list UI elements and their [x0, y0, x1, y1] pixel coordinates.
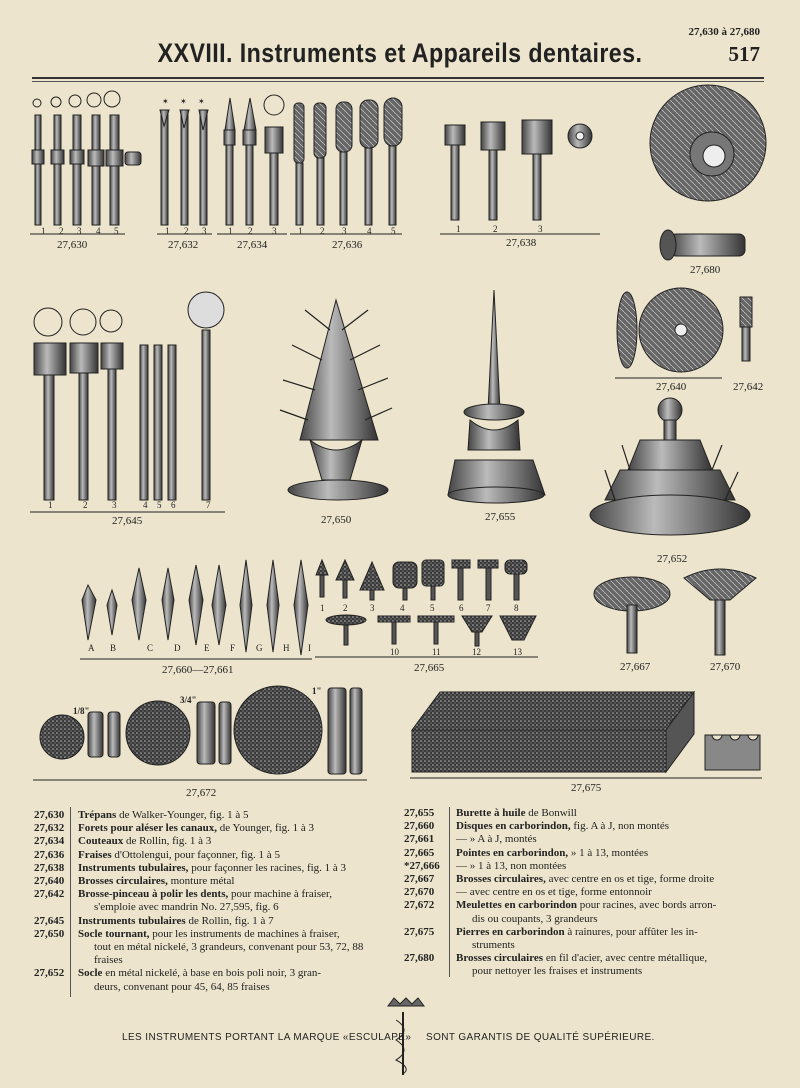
catalog-entry — [404, 807, 764, 820]
entry-description — [456, 807, 764, 820]
catalog-entry — [404, 860, 764, 873]
fig-number: 11 — [432, 647, 441, 657]
entry-description — [456, 860, 764, 873]
fig-letter: A — [88, 643, 95, 653]
fig-letter: I — [308, 643, 311, 653]
fig-number: 3 — [538, 224, 543, 234]
brushes-27640 — [617, 288, 752, 372]
fig-number: 5 — [391, 226, 396, 236]
caption-27642: 27,642 — [733, 381, 764, 393]
burs-27636 — [294, 98, 402, 225]
entry-description — [78, 967, 384, 993]
entry-product-name: Brosses circulaires, — [456, 873, 546, 886]
entry-product-name: Brosses circulaires, — [78, 875, 168, 888]
stand-27652 — [590, 398, 750, 535]
fig-number: 3 — [112, 500, 117, 510]
fig-number: 10 — [390, 647, 399, 657]
entry-detail: — » 1 à 13, non montées — [456, 859, 567, 872]
entry-product-name: Couteaux — [78, 835, 124, 848]
entry-description — [456, 847, 764, 860]
fig-number: 6 — [459, 603, 464, 613]
fig-number: 5 — [114, 226, 119, 236]
entry-detail: de Rollin, fig. 1 à 7 — [185, 914, 274, 927]
fig-number: 1 — [456, 224, 461, 234]
entry-detail: de Walker-Younger, fig. 1 à 5 — [116, 809, 249, 821]
points-27665 — [316, 560, 536, 646]
fig-letter: G — [256, 643, 263, 653]
catalog-entry — [34, 835, 384, 848]
entry-code: 27,640 — [34, 875, 65, 888]
fig-number: 2 — [248, 226, 253, 236]
caption-27632: 27,632 — [168, 239, 199, 251]
entry-product-name: Burette à huile — [456, 807, 526, 819]
entry-code: 27,667 — [404, 873, 435, 886]
item-range: 27,630 à 27,680 — [688, 26, 760, 38]
catalog-entry — [34, 809, 384, 822]
caption-27652: 27,652 — [657, 553, 688, 565]
entry-code: 27,632 — [34, 822, 65, 835]
entry-code: 27,630 — [34, 809, 65, 821]
entry-product-name: Instruments tubulaires — [78, 914, 186, 927]
caption-27672: 27,672 — [186, 787, 217, 799]
entry-description — [78, 875, 384, 888]
entry-code: *27,666 — [404, 859, 440, 872]
entry-code: 27,672 — [404, 899, 435, 912]
entry-product-name: Forets pour aléser les canaux, — [78, 822, 218, 835]
entry-continuation: dis ou coupants, 3 grandeurs — [472, 912, 598, 925]
entry-product-name: Pierres en carborindon — [456, 925, 565, 938]
entry-product-name: Pointes en carborindon, — [456, 846, 569, 859]
catalog-entry — [34, 888, 384, 914]
trepans-27630 — [32, 91, 141, 225]
footer-left: LES INSTRUMENTS PORTANT LA MARQUE «ESCULAPE» — [122, 1032, 412, 1043]
entry-code: 27,670 — [404, 886, 435, 899]
catalog-entry — [404, 899, 764, 925]
fig-letter: B — [110, 643, 117, 653]
entry-description — [78, 888, 384, 914]
fig-number: 1 — [298, 226, 303, 236]
fig-number: 2 — [184, 226, 189, 236]
entry-description — [78, 809, 384, 822]
caption-27630: 27,630 — [57, 239, 88, 251]
svg-text:✶: ✶ — [198, 97, 205, 106]
fig-letter: D — [174, 643, 181, 653]
fig-number: 7 — [486, 603, 491, 613]
fig-number: 3 — [370, 603, 375, 613]
entry-product-name: Instruments tubulaires, — [78, 861, 189, 874]
entry-code: 27,660 — [404, 820, 435, 833]
fig-number: 1 — [228, 226, 233, 236]
page-number: 517 — [728, 42, 760, 66]
entry-detail: de Bonwill — [525, 807, 577, 819]
entry-code: 27,642 — [34, 888, 65, 901]
entry-detail: de Younger, fig. 1 à 3 — [217, 822, 315, 835]
caption-27634: 27,634 — [237, 239, 268, 251]
entry-continuation: pour nettoyer les fraises et instruments — [472, 965, 643, 978]
entry-code: 27,665 — [404, 846, 435, 859]
entry-detail: monture métal — [167, 875, 235, 888]
stone-27675 — [412, 692, 760, 772]
entry-detail: — avec centre en os et tige, forme entonnoir — [456, 886, 652, 899]
svg-text:✶: ✶ — [162, 97, 169, 106]
catalog-entry — [34, 915, 384, 928]
entry-detail: — » A à J, montés — [456, 833, 537, 846]
catalog-entry — [404, 926, 764, 952]
fig-number: 2 — [83, 500, 88, 510]
wire-brush-27680 — [650, 85, 766, 260]
entry-continuation: s'emploie avec mandrin No. 27,595, fig. 6 — [94, 901, 279, 914]
entry-detail: en fil d'acier, avec centre métallique, — [543, 952, 708, 965]
entry-detail: d'Ottolengui, pour façonner, fig. 1 à 5 — [111, 848, 280, 861]
entry-detail: en métal nickelé, à base en bois poli noir, 3 gran- — [102, 967, 322, 980]
fig-number: 2 — [59, 226, 64, 236]
size-label: 3/4" — [180, 695, 197, 705]
fig-number: 1 — [41, 226, 46, 236]
catalog-entry — [404, 820, 764, 833]
entry-code: 27,638 — [34, 861, 65, 874]
catalog-entry — [404, 873, 764, 886]
page-title: XXVIII. Instruments et Appareils dentaires. — [157, 38, 643, 68]
fig-number: 3 — [342, 226, 347, 236]
fig-number: 4 — [143, 500, 148, 510]
entry-code: 27,634 — [34, 835, 65, 848]
fig-number: 1 — [165, 226, 170, 236]
entry-description — [78, 835, 384, 848]
entry-product-name: Fraises — [78, 848, 112, 861]
entry-code: 27,636 — [34, 848, 65, 861]
caption-27667: 27,667 — [620, 661, 651, 673]
catalog-entry — [34, 967, 384, 993]
fig-number: 4 — [367, 226, 372, 236]
entry-description — [456, 926, 764, 952]
fig-number: 5 — [157, 500, 162, 510]
svg-text:✶: ✶ — [180, 97, 187, 106]
fig-number: 2 — [493, 224, 498, 234]
entry-description — [78, 928, 384, 968]
entry-detail: pour racines, avec bords arron- — [576, 899, 717, 912]
caption-27638: 27,638 — [506, 237, 537, 249]
entry-code: 27,645 — [34, 914, 65, 927]
fig-letter: F — [230, 643, 236, 653]
entry-code: 27,675 — [404, 925, 435, 938]
entry-detail: pour les instruments de machines à fraiser, — [149, 927, 340, 940]
entry-description — [456, 952, 764, 978]
entry-description — [78, 849, 384, 862]
entry-continuation: struments — [472, 939, 515, 952]
fig-number: 4 — [96, 226, 101, 236]
size-label: 1/8" — [73, 706, 90, 716]
catalog-entry — [34, 928, 384, 968]
entry-product-name: Socle — [78, 967, 103, 980]
fig-number: 3 — [272, 226, 277, 236]
catalog-entry — [34, 862, 384, 875]
entry-product-name: Brosse-pinceau à polir les dents, — [78, 888, 229, 901]
entry-description — [456, 886, 764, 899]
catalog-entry — [34, 875, 384, 888]
entry-code: 27,661 — [404, 833, 435, 846]
entry-description — [456, 899, 764, 925]
entry-detail: avec centre en os et tige, forme droite — [545, 873, 715, 886]
caption-27660: 27,660—27,661 — [162, 664, 234, 676]
fig-number: 2 — [343, 603, 348, 613]
entry-detail: à rainures, pour affûter les in- — [564, 925, 698, 938]
oil-can-27655 — [448, 290, 545, 503]
caption-27640: 27,640 — [656, 381, 687, 393]
entry-product-name: Meulettes en carborindon — [456, 899, 577, 912]
caption-27675: 27,675 — [571, 782, 602, 794]
entry-description — [78, 915, 384, 928]
entry-product-name: Brosses circulaires — [456, 952, 544, 965]
fig-number: 12 — [472, 647, 481, 657]
entry-product-name: Socle tournant, — [78, 927, 150, 940]
entry-detail: de Rollin, fig. 1 à 3 — [123, 835, 212, 848]
tubular-27645 — [34, 292, 224, 500]
entry-detail: » 1 à 13, montées — [568, 846, 649, 859]
catalog-entry — [404, 833, 764, 846]
caption-27655: 27,655 — [485, 511, 516, 523]
stand-27650 — [280, 300, 392, 500]
fig-letter: H — [283, 643, 290, 653]
fig-letter: C — [147, 643, 154, 653]
entry-description — [456, 833, 764, 846]
caption-27680: 27,680 — [690, 264, 721, 276]
left-item-list — [34, 809, 384, 994]
entry-description — [456, 873, 764, 886]
fig-number: 3 — [77, 226, 82, 236]
entry-code: 27,680 — [404, 952, 435, 965]
tubular-27638 — [445, 120, 592, 220]
entry-continuation: tout en métal nickelé, 3 grandeurs, convenant pour 53, 72, 88 fraises — [94, 941, 364, 967]
caption-27645: 27,645 — [112, 515, 143, 527]
caption-27665: 27,665 — [414, 662, 445, 674]
catalog-entry — [404, 886, 764, 899]
entry-code: 27,652 — [34, 967, 65, 980]
fig-number: 1 — [320, 603, 325, 613]
entry-detail: pour façonner les racines, fig. 1 à 3 — [188, 861, 347, 874]
entry-product-name: Disques en carborindon, — [456, 820, 571, 833]
fig-number: 1 — [48, 500, 53, 510]
entry-description — [78, 822, 384, 835]
catalog-entry — [34, 822, 384, 835]
entry-code: 27,655 — [404, 807, 435, 819]
fig-number: 6 — [171, 500, 176, 510]
fig-number: 3 — [202, 226, 207, 236]
entry-code: 27,650 — [34, 927, 65, 940]
fig-number: 13 — [513, 647, 522, 657]
fig-number: 5 — [430, 603, 435, 613]
entry-detail: fig. A à J, non montés — [570, 820, 669, 833]
caption-27650: 27,650 — [321, 514, 352, 526]
catalog-entry — [404, 952, 764, 978]
discs-27660 — [82, 560, 308, 655]
entry-product-name: Trépans — [78, 809, 117, 821]
catalog-entry — [404, 847, 764, 860]
fig-number: 4 — [400, 603, 405, 613]
wheels-27672 — [40, 686, 362, 774]
fig-number: 7 — [206, 500, 211, 510]
fig-number: 2 — [320, 226, 325, 236]
fig-number: 8 — [514, 603, 519, 613]
catalog-entry — [34, 849, 384, 862]
size-label: 1" — [312, 686, 322, 696]
caption-27636: 27,636 — [332, 239, 363, 251]
caption-27670: 27,670 — [710, 661, 741, 673]
right-item-list — [404, 807, 764, 979]
bone-brushes-27667 — [594, 569, 756, 655]
entry-detail: pour machine à fraiser, — [228, 888, 332, 901]
fig-letter: E — [204, 643, 210, 653]
entry-description — [456, 820, 764, 833]
entry-continuation: deurs, convenant pour 45, 64, 85 fraises — [94, 980, 270, 993]
entry-description — [78, 862, 384, 875]
footer-right: SONT GARANTIS DE QUALITÉ SUPÉRIEURE. — [426, 1032, 655, 1043]
knives-27634 — [224, 95, 284, 225]
drills-27632 — [160, 97, 208, 225]
